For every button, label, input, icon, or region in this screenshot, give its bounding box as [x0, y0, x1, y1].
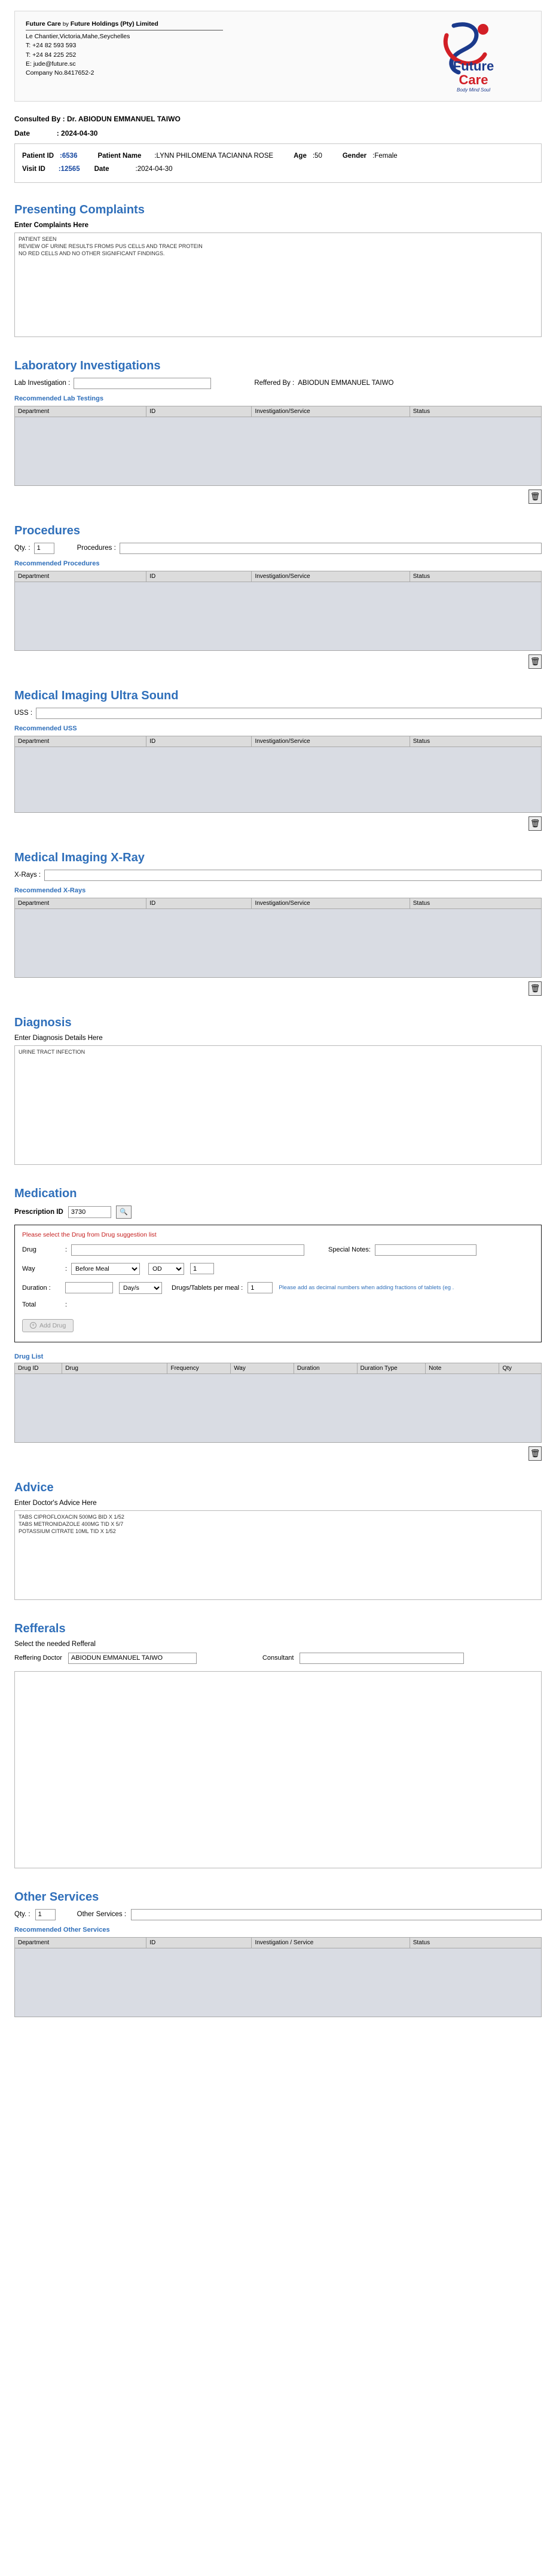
clinic-name-suffix: Future Holdings (Pty) Limited	[70, 20, 158, 27]
clinic-name-by: by	[62, 21, 69, 27]
referring-doctor-input[interactable]	[68, 1653, 197, 1664]
presenting-complaints-title: Presenting Complaints	[14, 203, 145, 216]
lab-col-id: ID	[146, 406, 252, 417]
diagnosis-title: Diagnosis	[14, 1015, 72, 1029]
xray-col-status: Status	[410, 898, 541, 908]
procedures-title: Procedures	[14, 524, 81, 537]
drug-list-table	[14, 1363, 542, 1374]
patient-info-row-1	[22, 150, 534, 163]
logo-text-line1: Future	[453, 59, 494, 74]
patient-age-value: 50	[314, 152, 322, 160]
patient-gender-label: Gender	[342, 152, 367, 160]
ultrasound-title: Medical Imaging Ultra Sound	[14, 689, 179, 702]
procedures-qty-input[interactable]	[34, 543, 54, 554]
lab-table-body	[14, 417, 542, 486]
procedures-table-header-row	[15, 571, 542, 582]
patient-id-label: Patient ID	[22, 152, 54, 160]
xray-row	[14, 870, 542, 881]
xray-table	[14, 898, 542, 909]
procedures-col-department: Department	[15, 571, 146, 582]
lab-referred-by-value: ABIODUN EMMANUEL TAIWO	[298, 380, 394, 387]
clinic-tel-2: T: +24 84 225 252	[26, 51, 77, 59]
patient-name-value: LYNN PHILOMENA TACIANNA ROSE	[156, 152, 274, 160]
consultation-form-page	[0, 11, 556, 2041]
uss-col-investigation: Investigation/Service	[252, 736, 410, 747]
trash-icon[interactable]: 🗑	[528, 816, 542, 831]
other-services-title: Other Services	[14, 1890, 99, 1904]
os-col-status: Status	[410, 1937, 541, 1948]
clinic-company-no: Company No.8417652-2	[26, 69, 94, 77]
date-value: 2024-04-30	[61, 129, 98, 138]
drug-list-title: Drug List	[14, 1353, 44, 1360]
xray-col-department: Department	[15, 898, 146, 908]
other-services-table-body	[14, 1948, 542, 2017]
drug-col-note: Note	[426, 1363, 499, 1373]
procedures-table	[14, 571, 542, 582]
procedures-input[interactable]	[120, 543, 542, 554]
other-services-qty-input[interactable]	[35, 1909, 56, 1920]
xray-input[interactable]	[44, 870, 542, 881]
lab-investigation-input[interactable]	[74, 378, 211, 389]
drug-col-drug: Drug	[62, 1363, 167, 1373]
other-services-table	[14, 1937, 542, 1948]
os-col-investigation: Investigation / Service	[252, 1937, 410, 1948]
lab-col-status: Status	[410, 406, 541, 417]
lab-investigations-title: Laboratory Investigations	[14, 359, 161, 372]
visit-date-colon: :	[135, 166, 138, 173]
drug-col-duration-type: Duration Type	[357, 1363, 426, 1373]
recommended-lab-testings-label: Recommended Lab Testings	[14, 394, 103, 402]
os-col-department: Department	[15, 1937, 146, 1948]
search-icon[interactable]: 🔍	[116, 1206, 132, 1219]
clinic-details	[26, 20, 223, 78]
ultrasound-input[interactable]	[36, 708, 542, 719]
ultrasound-label: USS :	[14, 709, 33, 717]
diagnosis-textarea[interactable]	[14, 1045, 542, 1165]
complaints-textarea[interactable]	[14, 232, 542, 337]
drug-list-header-row	[15, 1363, 542, 1373]
procedures-qty-label: Qty. :	[14, 544, 30, 552]
drug-row: Drug : Special Notes :	[22, 1244, 534, 1256]
patient-info-bar	[14, 143, 542, 183]
procedures-delete-row	[14, 654, 542, 669]
patient-name-label: Patient Name	[97, 152, 142, 160]
letterhead	[14, 11, 542, 102]
procedures-label: Procedures :	[77, 544, 116, 552]
patient-gender-colon: :	[372, 152, 375, 160]
way-select[interactable]	[71, 1263, 140, 1275]
advice-title: Advice	[14, 1480, 54, 1494]
other-services-row	[14, 1909, 542, 1920]
recommended-procedures-label: Recommended Procedures	[14, 559, 100, 567]
lab-col-department: Department	[15, 406, 146, 417]
procedures-row	[14, 543, 542, 554]
way-qty-input[interactable]	[190, 1263, 214, 1274]
recommended-other-services-label: Recommended Other Services	[14, 1926, 110, 1933]
medication-entry-panel	[14, 1225, 542, 1342]
ultrasound-table-header-row	[15, 736, 542, 747]
advice-sub-label: Enter Doctor's Advice Here	[14, 1499, 97, 1507]
total-row: Total :	[22, 1301, 68, 1308]
frequency-select[interactable]	[148, 1263, 184, 1275]
duration-label: Duration :	[22, 1284, 51, 1292]
consulted-by-label: Consulted By :	[14, 115, 65, 124]
add-drug-button-label: Add Drug	[39, 1321, 66, 1329]
clinic-logo	[417, 20, 530, 93]
date-colon: :	[56, 129, 59, 138]
trash-icon[interactable]: 🗑	[528, 981, 542, 996]
consulted-by-line	[14, 115, 542, 123]
xray-title: Medical Imaging X-Ray	[14, 850, 145, 864]
drugs-per-meal-label: Drugs/Tablets per meal :	[172, 1284, 243, 1292]
consultant-input[interactable]	[300, 1653, 464, 1664]
patient-id-colon: :	[60, 152, 62, 160]
drug-col-frequency: Frequency	[167, 1363, 231, 1373]
drug-label: Drug	[22, 1246, 36, 1254]
decimal-hint: Please add as decimal numbers when adding fractions of tablets (eg .	[279, 1284, 454, 1292]
drug-list-delete-row	[14, 1446, 542, 1461]
way-row: Way : Before Meal OD 1	[22, 1263, 534, 1275]
logo-text-line2: Care	[459, 72, 488, 87]
drug-col-qty: Qty	[499, 1363, 542, 1373]
xray-col-id: ID	[146, 898, 252, 908]
logo-tagline: Body Mind Soul	[456, 87, 491, 93]
prescription-id-input[interactable]	[68, 1206, 111, 1218]
other-services-qty-label: Qty. :	[14, 1911, 30, 1919]
drug-col-duration: Duration	[294, 1363, 357, 1373]
procedures-col-status: Status	[410, 571, 541, 582]
drug-col-way: Way	[231, 1363, 294, 1373]
date-label: Date	[14, 129, 30, 138]
consulted-by-value: Dr. ABIODUN EMMANUEL TAIWO	[67, 115, 181, 124]
procedures-col-investigation: Investigation/Service	[252, 571, 410, 582]
add-drug-button[interactable]	[22, 1319, 74, 1332]
recommended-xrays-label: Recommended X-Rays	[14, 886, 86, 894]
clinic-address: Le Chantier,Victoria,Mahe,Seychelles	[26, 33, 130, 41]
recommended-uss-label: Recommended USS	[14, 724, 77, 732]
medication-title: Medication	[14, 1186, 77, 1200]
way-label: Way	[22, 1265, 35, 1272]
clinic-name-main: Future Care	[26, 20, 61, 27]
duration-type-select[interactable]	[119, 1282, 162, 1294]
drug-input[interactable]	[71, 1244, 304, 1256]
special-notes-input[interactable]	[375, 1244, 476, 1256]
ultrasound-table-body	[14, 747, 542, 813]
ultrasound-table	[14, 736, 542, 747]
xray-table-body	[14, 909, 542, 978]
other-services-label: Other Services :	[77, 1911, 127, 1919]
patient-age-colon: :	[312, 152, 315, 160]
complaints-sub-label: Enter Complaints Here	[14, 221, 88, 229]
lab-results-table	[14, 406, 542, 417]
clinic-email: E: jude@future.sc	[26, 60, 76, 68]
referrals-sub-label: Select the needed Refferal	[14, 1640, 96, 1648]
referrals-title: Refferals	[14, 1622, 66, 1635]
referral-doctor-row	[14, 1653, 542, 1664]
referring-doctor-label: Reffering Doctor	[14, 1654, 62, 1662]
ultrasound-row	[14, 708, 542, 719]
xray-delete-row	[14, 981, 542, 996]
referral-notes-textarea[interactable]	[14, 1671, 542, 1868]
other-services-input[interactable]	[131, 1909, 542, 1920]
prescription-id-row	[14, 1206, 542, 1219]
other-services-header-row	[15, 1937, 542, 1948]
consultant-label: Consultant	[262, 1654, 294, 1662]
patient-info-row-2	[22, 163, 534, 176]
plus-icon: +	[30, 1322, 36, 1329]
visit-date-label: Date	[94, 166, 109, 173]
patient-name-colon: :	[154, 152, 157, 160]
clinic-tel-1: T: +24 82 593 593	[26, 42, 77, 50]
consultation-date-line	[14, 129, 542, 137]
lab-investigation-row	[14, 378, 542, 389]
special-notes-label: Special Notes	[328, 1246, 369, 1254]
procedures-table-body	[14, 582, 542, 651]
drug-col-id: Drug ID	[15, 1363, 62, 1373]
trash-icon[interactable]: 🗑	[528, 1446, 542, 1461]
visit-id-label: Visit ID	[22, 166, 45, 173]
trash-icon[interactable]: 🗑	[528, 654, 542, 669]
xray-col-investigation: Investigation/Service	[252, 898, 410, 908]
visit-id-colon: :	[58, 166, 61, 173]
uss-col-id: ID	[146, 736, 252, 747]
lab-referred-by-label: Reffered By :	[254, 380, 295, 387]
patient-id-value: 6536	[62, 152, 78, 160]
xray-table-header-row	[15, 898, 542, 908]
duration-row	[22, 1282, 534, 1294]
patient-age-label: Age	[294, 152, 307, 160]
clinic-name	[26, 20, 223, 29]
drug-list-table-body	[14, 1374, 542, 1443]
duration-input[interactable]	[65, 1282, 113, 1293]
patient-gender-value: Female	[374, 152, 398, 160]
ultrasound-delete-row	[14, 816, 542, 831]
procedures-col-id: ID	[146, 571, 252, 582]
total-label: Total	[22, 1301, 36, 1308]
lab-table-header-row	[15, 406, 542, 417]
xray-label: X-Rays :	[14, 871, 41, 879]
diagnosis-sub-label: Enter Diagnosis Details Here	[14, 1034, 103, 1042]
trash-icon[interactable]: 🗑	[528, 489, 542, 504]
prescription-id-label: Prescription ID	[14, 1208, 63, 1216]
lab-delete-row	[14, 489, 542, 504]
uss-col-status: Status	[410, 736, 541, 747]
uss-col-department: Department	[15, 736, 146, 747]
lab-investigation-label: Lab Investigation :	[14, 380, 71, 387]
visit-date-value: 2024-04-30	[137, 166, 173, 173]
drugs-per-meal-input[interactable]	[248, 1282, 273, 1293]
visit-id-value: 12565	[60, 166, 80, 173]
advice-textarea[interactable]	[14, 1510, 542, 1600]
lab-col-investigation: Investigation/Service	[252, 406, 410, 417]
medication-warning: Please select the Drug from Drug suggestion list	[22, 1231, 157, 1238]
os-col-id: ID	[146, 1937, 252, 1948]
